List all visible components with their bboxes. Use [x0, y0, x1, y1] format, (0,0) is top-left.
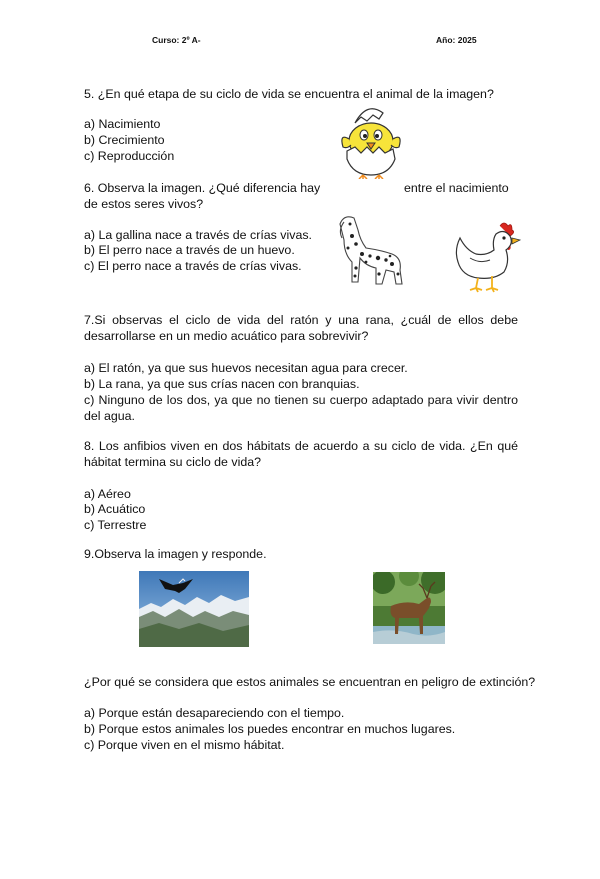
- course-label: Curso: 2º A-: [152, 35, 201, 45]
- q7-option-b[interactable]: b) La rana, ya que sus crías nacen con branquias.: [84, 377, 360, 391]
- condor-mountains-photo: [139, 571, 249, 647]
- q8-option-a[interactable]: a) Aéreo: [84, 487, 131, 501]
- hatching-chick-illustration: [333, 103, 413, 179]
- q8-option-b[interactable]: b) Acuático: [84, 502, 146, 516]
- question-6-part3: de estos seres vivos?: [84, 197, 204, 211]
- q5-option-c[interactable]: c) Reproducción: [84, 149, 175, 163]
- q6-option-c[interactable]: c) El perro nace a través de crías vivas.: [84, 259, 302, 273]
- q9-option-a[interactable]: a) Porque están desapareciendo con el tiempo.: [84, 706, 345, 720]
- q6-option-a[interactable]: a) La gallina nace a través de crías vivas.: [84, 228, 312, 242]
- q8-option-c[interactable]: c) Terrestre: [84, 518, 147, 532]
- question-8: 8. Los anfibios viven en dos hábitats de acuerdo a su ciclo de vida. ¿En qué hábitat termina su ciclo de vida?: [84, 439, 518, 469]
- dalmatian-dog-illustration: [330, 212, 412, 286]
- q9-option-b[interactable]: b) Porque estos animales los puedes encontrar en muchos lugares.: [84, 722, 456, 736]
- q9-option-c[interactable]: c) Porque viven en el mismo hábitat.: [84, 738, 285, 752]
- question-6-part2: entre el nacimiento: [404, 181, 509, 195]
- q7-option-a[interactable]: a) El ratón, ya que sus huevos necesitan agua para crecer.: [84, 361, 408, 375]
- question-9: ¿Por qué se considera que estos animales se encuentran en peligro de extinción?: [84, 675, 536, 689]
- deer-forest-photo: [373, 572, 445, 644]
- question-9-prompt: 9.Observa la imagen y responde.: [84, 547, 267, 561]
- year-label: Año: 2025: [436, 35, 477, 45]
- q7-option-c[interactable]: c) Ninguno de los dos, ya que no tienen su cuerpo adaptado para vivir dentro del agua.: [84, 393, 518, 423]
- hen-illustration: [452, 218, 522, 294]
- question-7: 7.Si observas el ciclo de vida del ratón y una rana, ¿cuál de ellos debe desarrollarse en un medio acuático para sobrevivir?: [84, 313, 518, 343]
- q5-option-a[interactable]: a) Nacimiento: [84, 117, 161, 131]
- q6-option-b[interactable]: b) El perro nace a través de un huevo.: [84, 243, 295, 257]
- question-6-part1: 6. Observa la imagen. ¿Qué diferencia hay: [84, 181, 321, 195]
- question-5: 5. ¿En qué etapa de su ciclo de vida se encuentra el animal de la imagen?: [84, 87, 494, 101]
- q5-option-b[interactable]: b) Crecimiento: [84, 133, 165, 147]
